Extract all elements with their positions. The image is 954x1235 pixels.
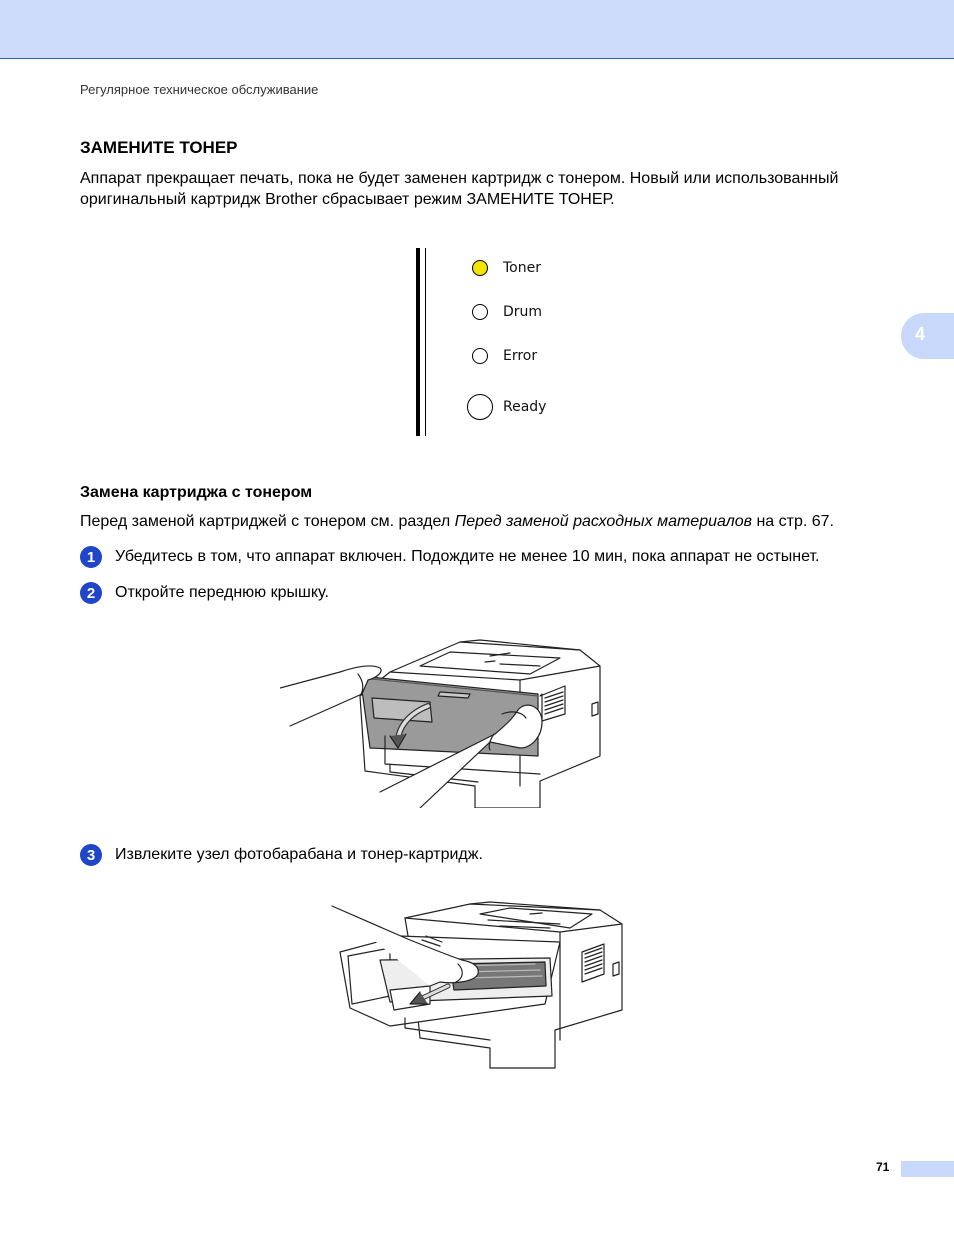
page-number: 71 xyxy=(876,1160,890,1174)
panel-edge-thin xyxy=(425,248,426,436)
step-text: Убедитесь в том, что аппарат включен. Подождите не менее 10 мин, пока аппарат не остынет. xyxy=(115,548,820,565)
subsection-title: Замена картриджа с тонером xyxy=(80,484,313,501)
toner-led-icon xyxy=(472,260,488,276)
remove-drum-unit-illustration xyxy=(330,900,630,1072)
page-number-bar xyxy=(901,1161,954,1177)
running-head: Регулярное техническое обслуживание xyxy=(80,82,319,97)
reference-paragraph xyxy=(80,511,910,532)
led-label-drum: Drum xyxy=(503,304,543,320)
reference-prefix: Перед заменой картриджей с тонером см. раздел xyxy=(80,513,455,530)
led-row-error xyxy=(466,348,537,364)
step-text: Откройте переднюю крышку. xyxy=(115,584,329,601)
step-number-badge: 3 xyxy=(80,844,102,866)
panel-edge xyxy=(416,248,420,436)
step-number-badge: 2 xyxy=(80,582,102,604)
section-title: ЗАМЕНИТЕ ТОНЕР xyxy=(80,138,238,157)
open-front-cover-illustration xyxy=(280,636,610,808)
step-3 xyxy=(80,844,483,866)
intro-line-2: оригинальный картридж Brother сбрасывает режим ЗАМЕНИТЕ ТОНЕР. xyxy=(80,191,615,208)
chapter-number: 4 xyxy=(915,324,926,344)
drum-led-icon xyxy=(472,304,488,320)
header-band xyxy=(0,0,954,59)
led-label-toner: Toner xyxy=(503,260,541,276)
error-led-icon xyxy=(472,348,488,364)
led-row-ready xyxy=(466,394,546,420)
ready-led-icon xyxy=(467,394,493,420)
led-row-drum xyxy=(466,304,542,320)
step-2 xyxy=(80,582,329,604)
step-number-badge: 1 xyxy=(80,546,102,568)
intro-line-1: Аппарат прекращает печать, пока не будет заменен картридж с тонером. Новый или использованный xyxy=(80,170,839,187)
reference-suffix: на стр. 67. xyxy=(752,513,834,530)
led-panel xyxy=(410,246,590,438)
step-1 xyxy=(80,546,819,568)
led-row-toner xyxy=(466,260,541,276)
led-label-error: Error xyxy=(503,348,538,364)
chapter-tab xyxy=(901,313,954,359)
step-text: Извлеките узел фотобарабана и тонер-картридж. xyxy=(115,846,483,863)
reference-link[interactable]: Перед заменой расходных материалов xyxy=(454,513,752,530)
led-label-ready: Ready xyxy=(503,399,547,415)
